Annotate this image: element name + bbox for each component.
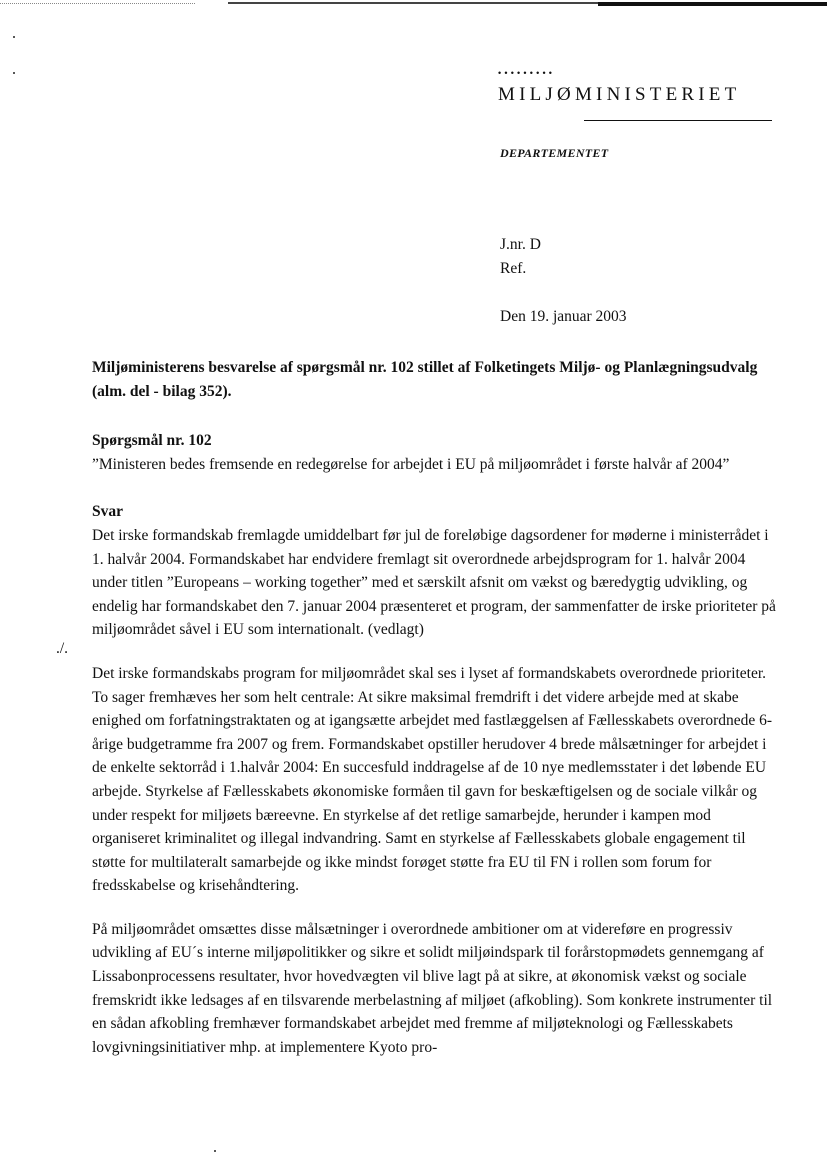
scan-speck <box>214 1150 216 1152</box>
question-heading: Spørgsmål nr. 102 <box>92 432 212 450</box>
answer-paragraph: Det irske formandskab fremlagde umiddelbart før jul de foreløbige dagsordener for møderne i ministerrådet i 1. halvår 2004. Formandskabet har endvidere fremlagt sit overordnede arbejdsprogram for 1. halvår 2004 under titlen ”Europeans – working together” med et særskilt afsnit om vækst og bæredygtig udvikling, og endelig har formandskabet den 7. januar 2004 præsenteret et program, der sammenfatter de irske prioriteter på miljøområdet såvel i EU som internationalt. (vedlagt) <box>92 526 776 639</box>
answer-paragraph: Det irske formandskabs program for miljøområdet skal ses i lyset af formandskabets overordnede prioriteter. To sager fremhæves her som helt centrale: At sikre maksimal fremdrift i det videre arbejde med at skabe enighed om forfatningstraktaten og at igangsætte arbejdet med fastlæggelsen af Fællesskabets overordnede 6-årige budgetramme fra 2007 og frem. Formandskabet opstiller herudover 4 brede målsætninger for arbejdet i de enkelte sektorråd i 1.halvår 2004: En succesfuld inddragelse af de 10 nye medlemsstater i det løbende EU arbejde. Styrkelse af Fællesskabets økonomiske formåen til gavn for beskæftigelsen og de sociale vilkår og under respekt for miljøets bæreevne. En styrkelse af det retlige samarbejde, herunder i kampen mod organiseret kriminalitet og illegal indvandring. Samt en styrkelse af Fællesskabets globale engagement til støtte for multilateralt samarbejde og ikke mindst forøget støtte fra EU til FN i rollen som forum for fredsskabelse og krisehåndtering. <box>92 664 773 895</box>
logo-dots: ••••••••• <box>498 68 556 78</box>
ministry-name: MILJØMINISTERIET <box>498 84 741 105</box>
answer-heading: Svar <box>92 503 123 521</box>
letter-date: Den 19. januar 2003 <box>500 308 627 325</box>
reference: Ref. <box>500 260 527 277</box>
scan-speck <box>13 36 15 38</box>
answer-paragraph: På miljøområdet omsættes disse målsætninger i overordnede ambitioner om at videreføre en progressiv udvikling af EU´s interne miljøpolitikker og sikre et solidt miljøindspark til forårstopmødets gennemgang af Lissabonprocessens resultater, hvor hovedvægten vil blive lagt på at sikre, at økonomisk vækst og sociale fremskridt ikke ledsages af en tilsvarende merbelastning af miljøet (afkobling). Som konkrete instrumenter til en sådan afkobling fremhæver formandskabet arbejdet med fremme af miljøteknologi og Fællesskabets lovgivningsinitiativer mhp. at implementere Kyoto pro- <box>92 920 773 1056</box>
journal-number: J.nr. D <box>500 236 541 253</box>
ministry-logo <box>498 68 778 106</box>
letter-body <box>92 356 777 1059</box>
question-text: ”Ministeren bedes fremsende en redegørelse for arbejdet i EU på miljøområdet i første halvår af 2004” <box>92 455 730 473</box>
enclosure-mark: ./. <box>56 640 69 657</box>
scan-edge <box>0 2 827 6</box>
department-label: DEPARTEMENTET <box>500 146 609 160</box>
letterhead-rule <box>584 120 772 121</box>
scan-speck <box>13 72 15 74</box>
document-title: Miljøministerens besvarelse af spørgsmål nr. 102 stillet af Folketingets Miljø- og Planlægningsudvalg (alm. del - bilag 352). <box>92 359 758 400</box>
